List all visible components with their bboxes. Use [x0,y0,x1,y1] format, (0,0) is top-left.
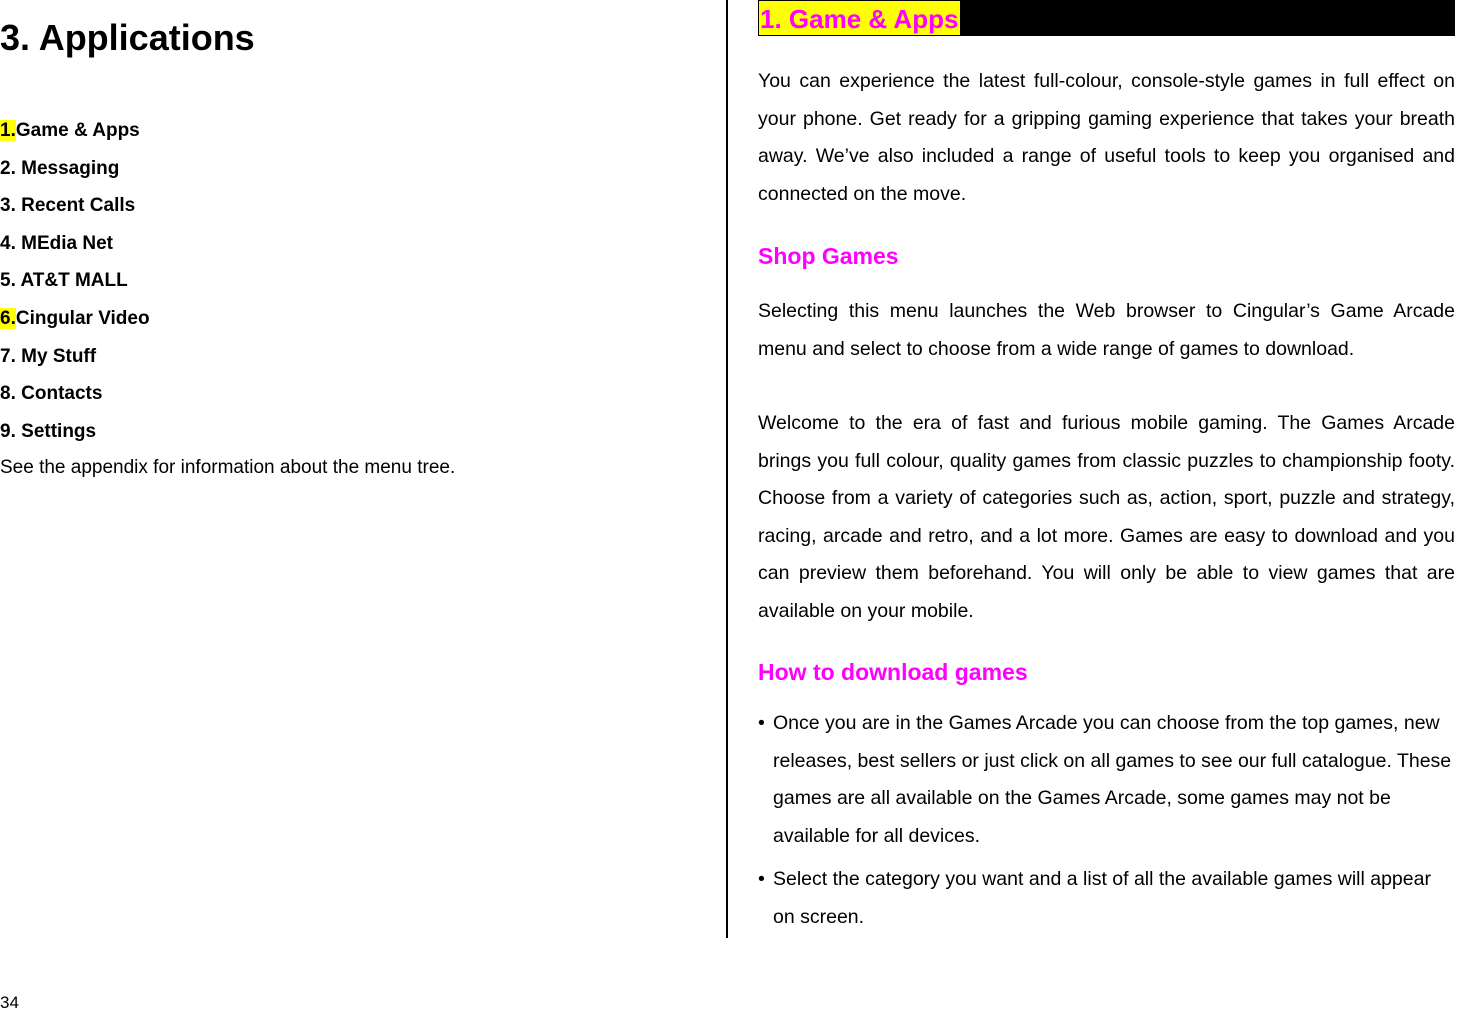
menu-item-label: Game & Apps [15,120,140,141]
menu-item-label: Cingular Video [15,307,150,329]
menu-item-number: 9. [0,420,16,442]
menu-item-label: AT&T MALL [20,270,128,292]
menu-item-contacts [0,375,150,413]
bullet-text: Once you are in the Games Arcade you can choose from the top games, new releases, best sellers or just click on all games to see our full catalogue. These games are all available on the Games Arcade, some games may not be available for all devices. [773,712,1452,847]
menu-item-number: 6. [0,307,16,329]
appendix-note: See the appendix for information about the menu tree. [0,457,456,478]
menu-item-label: MEdia Net [21,232,113,254]
menu-item-label: Contacts [21,383,103,405]
bullet-mark: • [758,868,765,890]
menu-item-number: 7. [0,345,16,367]
menu-item-number: 4. [0,232,16,254]
chapter-heading: 1. Game & Apps [759,1,960,35]
shop-games-paragraph-2: Welcome to the era of fast and furious mobile gaming. The Games Arcade brings you full colour, quality games from classic puzzles to championship footy. Choose from a variety of categories such as, action, sport, puzzle and strategy, racing, arcade and retro, and a lot more. Games are easy to download and you can preview them beforehand. You will only be able to view games that are available on your mobile. [758,412,1455,622]
menu-item-my-stuff [0,338,150,376]
page-number: 34 [0,993,19,1012]
chapter-heading-bar [758,0,1455,36]
column-divider [726,0,728,938]
applications-menu-list [0,112,150,450]
menu-item-media-net [0,225,150,263]
menu-item-number: 2. [0,157,16,179]
menu-item-game-apps [0,112,150,150]
menu-item-label: Messaging [21,157,120,179]
menu-item-number: 1. [0,120,16,141]
bullet-mark: • [758,712,765,734]
menu-item-number: 5. [0,270,16,292]
menu-item-number: 8. [0,383,16,405]
menu-item-att-mall [0,262,150,300]
shop-games-paragraph-1: Selecting this menu launches the Web browser to Cingular’s Game Arcade menu and select to choose from a wide range of games to download. [758,300,1455,360]
menu-item-cingular-video [0,300,150,338]
menu-item-label: Settings [21,420,97,442]
menu-item-label: Recent Calls [21,195,136,217]
intro-paragraph: You can experience the latest full-colour, console-style games in full effect on your phone. Get ready for a gripping gaming experience that takes your breath away. We’ve also included a range of useful tools to keep you organised and connected on the move. [758,70,1455,205]
bullet-text: Select the category you want and a list of all the available games will appear on screen. [773,868,1431,928]
menu-item-messaging [0,150,150,188]
section-title: 3. Applications [0,17,255,58]
menu-item-label: My Stuff [21,345,97,367]
list-item [758,705,1455,855]
list-item [758,861,1455,936]
how-to-download-heading: How to download games [758,659,1028,685]
menu-item-number: 3. [0,195,16,217]
shop-games-heading: Shop Games [758,243,899,269]
menu-item-settings [0,413,150,451]
menu-item-recent-calls [0,187,150,225]
